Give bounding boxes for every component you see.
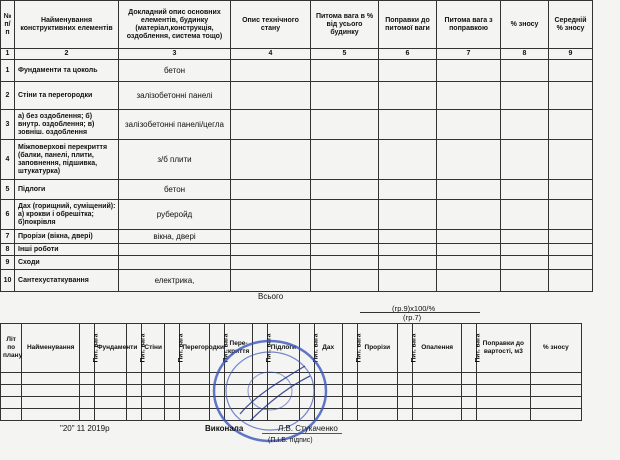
element-desc xyxy=(119,256,231,270)
t2-header-corrections: Поправки до вартості, м3 xyxy=(477,324,530,373)
t2-header-weight: Пит. вага xyxy=(127,324,142,373)
table-row xyxy=(1,256,593,270)
element-name: Підлоги xyxy=(15,180,119,200)
col-number: 4 xyxy=(231,49,311,60)
t2-header-weight: Пит. вага xyxy=(252,324,267,373)
row-number: 7 xyxy=(1,230,15,244)
element-name: Прорізи (вікна, двері) xyxy=(15,230,119,244)
signature-line xyxy=(262,433,342,434)
table-row xyxy=(1,140,593,180)
row-number: 10 xyxy=(1,270,15,292)
element-name: Інші роботи xyxy=(15,244,119,256)
header-num: № п/п xyxy=(1,1,15,49)
t2-header-roof: Дах xyxy=(314,324,342,373)
header-desc: Докладний опис основних елементів, будинку (матеріал,конструкція, оздоблення, система тощо) xyxy=(119,1,231,49)
element-desc xyxy=(119,244,231,256)
element-name: а) без оздоблення; б) внутр. оздоблення; в) зовніш. оздоблення xyxy=(15,110,119,140)
t2-header-foundation: Фундаменти xyxy=(94,324,126,373)
col-number: 3 xyxy=(119,49,231,60)
formula-denominator: (гр.7) xyxy=(403,313,422,322)
row-number: 2 xyxy=(1,82,15,110)
element-desc: бетон xyxy=(119,180,231,200)
t2-header-wear: % зносу xyxy=(530,324,581,373)
row-number: 6 xyxy=(1,200,15,230)
element-name: Стіни та перегородки xyxy=(15,82,119,110)
t2-header-lit: Літ по плану xyxy=(1,324,22,373)
header-state: Опис технічного стану xyxy=(231,1,311,49)
col-number: 9 xyxy=(549,49,593,60)
t2-header-weight: Пит. вага xyxy=(210,324,225,373)
formula-numerator: (гр.9)х100/% xyxy=(392,304,436,313)
table-row xyxy=(1,60,593,82)
table-row xyxy=(1,82,593,110)
t2-header-name: Найменування xyxy=(22,324,80,373)
row-number: 5 xyxy=(1,180,15,200)
table-row xyxy=(1,180,593,200)
element-name: Сходи xyxy=(15,256,119,270)
table-row xyxy=(1,270,593,292)
col-number: 8 xyxy=(501,49,549,60)
element-name: Дах (горищний, суміщений): а) крокви і обрешітка; б)покрівля xyxy=(15,200,119,230)
t2-header-floors: Пере-криття xyxy=(225,324,253,373)
header-name: Найменування конструктивних елементів xyxy=(15,1,119,49)
col-number: 2 xyxy=(15,49,119,60)
table-header-row xyxy=(1,1,593,49)
t2-header-walls: Стіни xyxy=(141,324,164,373)
row-number: 1 xyxy=(1,60,15,82)
element-desc: вікна, двері xyxy=(119,230,231,244)
t2-header-weight: Пит. вага xyxy=(462,324,477,373)
t2-header-weight: Пит. вага xyxy=(398,324,413,373)
element-name: Фундаменти та цоколь xyxy=(15,60,119,82)
element-name: Сантехустаткування xyxy=(15,270,119,292)
header-wear: % зносу xyxy=(501,1,549,49)
t2-header-flooring: Підлоги xyxy=(267,324,299,373)
col-number: 1 xyxy=(1,49,15,60)
col-number: 7 xyxy=(437,49,501,60)
footer-signer-caption: (П.І.Б. підпис) xyxy=(268,437,313,444)
footer-date: "20" 11 2019р xyxy=(60,424,110,433)
element-desc: залізобетонні панелі xyxy=(119,82,231,110)
row-number: 3 xyxy=(1,110,15,140)
table-row xyxy=(1,200,593,230)
t2-header-weight: Пит. вага xyxy=(80,324,95,373)
table-row xyxy=(1,110,593,140)
element-desc: бетон xyxy=(119,60,231,82)
header-corrections: Поправки до питомої ваги xyxy=(379,1,437,49)
element-desc: з/б плити xyxy=(119,140,231,180)
t2-header-weight: Пит. вага xyxy=(342,324,357,373)
header-avg-wear: Середній % зносу xyxy=(549,1,593,49)
t2-header-weight: Пит. вага xyxy=(165,324,180,373)
table-row xyxy=(1,230,593,244)
row-number: 4 xyxy=(1,140,15,180)
column-number-row xyxy=(1,49,593,60)
t2-header-partitions: Перегородки xyxy=(180,324,210,373)
row-number: 9 xyxy=(1,256,15,270)
table-row xyxy=(1,244,593,256)
total-label: Всього xyxy=(258,292,284,301)
element-desc: залізобетонні панелі/цегла xyxy=(119,110,231,140)
footer-signed-label: Виконала xyxy=(205,424,244,433)
row-number: 8 xyxy=(1,244,15,256)
col-number: 5 xyxy=(311,49,379,60)
element-desc: руберойд xyxy=(119,200,231,230)
header-weight: Питома вага в % від усього будинку xyxy=(311,1,379,49)
t2-header-openings: Прорізи xyxy=(357,324,398,373)
element-name: Міжповерхові перекриття (балки, панелі, плити, заповнення, підшивка, штукатурка) xyxy=(15,140,119,180)
header-weight-corrected: Питома вага з поправкою xyxy=(437,1,501,49)
element-desc: електрика, xyxy=(119,270,231,292)
footer-signer: Л.В. Стукаченко xyxy=(278,424,338,433)
t2-header-heating: Опалення xyxy=(413,324,462,373)
col-number: 6 xyxy=(379,49,437,60)
t2-header-weight: Пит. вага xyxy=(299,324,314,373)
